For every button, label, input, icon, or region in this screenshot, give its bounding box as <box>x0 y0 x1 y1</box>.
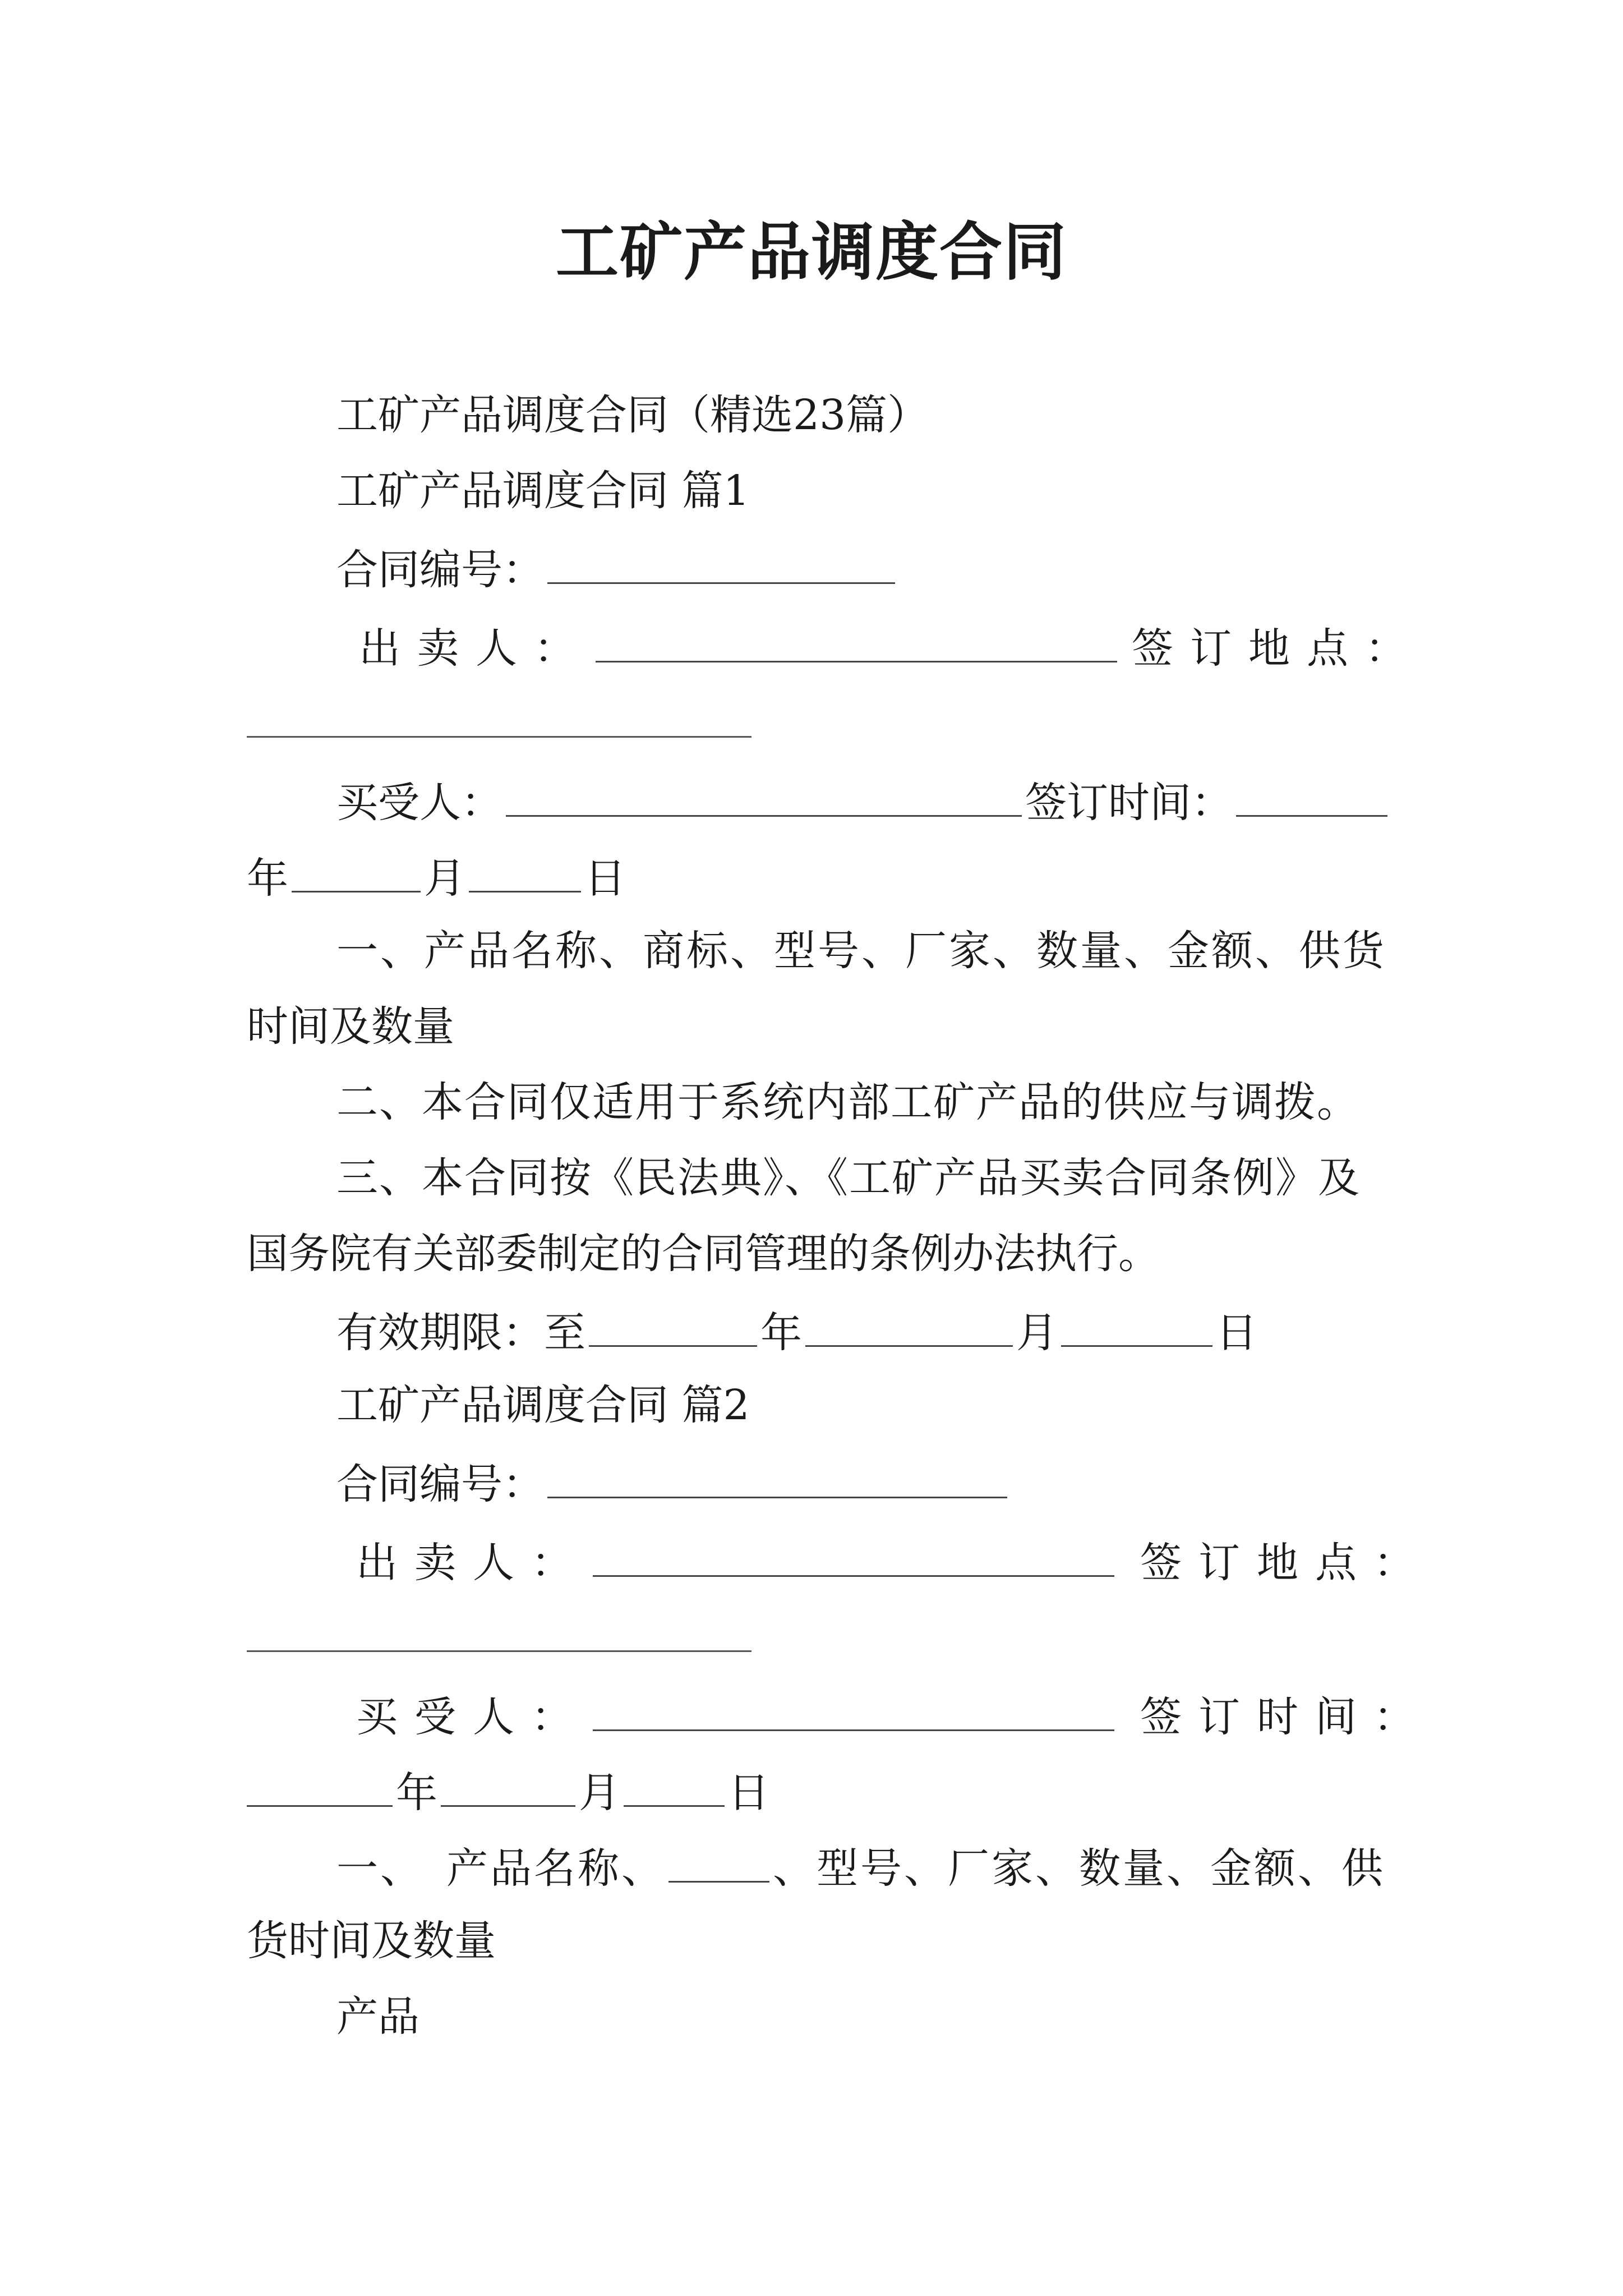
sign-place-label: 签订地点： <box>1140 1539 1432 1587</box>
article-1-date-line <box>247 847 626 903</box>
contract-number-label: 合同编号： <box>336 546 544 594</box>
clause-number: 一、 <box>336 1844 424 1893</box>
article-2-heading: 工矿产品调度合同 篇2 <box>336 1381 750 1429</box>
contract-number-label: 合同编号： <box>336 1460 544 1508</box>
validity-day-label: 日 <box>1216 1309 1257 1357</box>
validity-month-label: 月 <box>1016 1309 1058 1357</box>
article-2-contract-number <box>336 1453 1011 1509</box>
product-label: 产品 <box>336 1993 419 2041</box>
buyer-label: 买受人： <box>336 779 502 827</box>
year-label: 年 <box>396 1769 437 1817</box>
article-2-clause-1-line-1 <box>336 1837 1385 1893</box>
clause-text-a: 产品名称、 <box>446 1844 665 1893</box>
contract-number-blank[interactable] <box>547 1453 1007 1498</box>
document-subtitle: 工矿产品调度合同（精选23篇） <box>336 391 929 439</box>
validity-year-label: 年 <box>760 1309 802 1357</box>
validity-line <box>336 1301 1257 1358</box>
sign-place-blank[interactable] <box>247 1650 751 1652</box>
article-1-contract-number <box>336 539 898 595</box>
day-label: 日 <box>728 1769 769 1817</box>
sign-place-label: 签订地点： <box>1132 624 1423 673</box>
validity-year-blank[interactable] <box>589 1301 757 1347</box>
clause-3-line-1: 三、本合同按《民法典》、《工矿产品买卖合同条例》及 <box>336 1154 1361 1202</box>
buyer-blank[interactable] <box>506 771 1022 817</box>
month-label: 月 <box>579 1769 620 1817</box>
validity-day-blank[interactable] <box>1061 1301 1212 1347</box>
month-label: 月 <box>424 854 465 903</box>
article-1-heading: 工矿产品调度合同 篇1 <box>336 467 750 515</box>
buyer-label: 买受人： <box>356 1693 589 1741</box>
day-blank[interactable] <box>624 1761 725 1807</box>
validity-month-blank[interactable] <box>805 1301 1013 1347</box>
month-blank[interactable] <box>292 847 421 892</box>
clause-1-line-1: 一、产品名称、商标、型号、厂家、数量、金额、供货 <box>336 927 1386 975</box>
article-1-buyer-line <box>336 771 1391 827</box>
clause-1-line-2: 时间及数量 <box>247 1002 454 1051</box>
day-blank[interactable] <box>469 847 581 892</box>
seller-label: 出卖人： <box>359 624 592 673</box>
buyer-blank[interactable] <box>593 1686 1114 1731</box>
sign-time-label: 签订时间： <box>1140 1693 1432 1741</box>
seller-blank[interactable] <box>596 617 1117 662</box>
contract-number-blank[interactable] <box>547 539 895 584</box>
clause-3-line-2: 国务院有关部委制定的合同管理的条例办法执行。 <box>247 1230 1160 1278</box>
year-label: 年 <box>247 854 288 903</box>
validity-label: 有效期限：至 <box>336 1309 585 1357</box>
sign-time-year-blank[interactable] <box>1236 771 1387 817</box>
clause-2: 二、本合同仅适用于系统内部工矿产品的供应与调拨。 <box>336 1078 1359 1126</box>
article-2-seller-line <box>356 1531 1432 1588</box>
sign-place-blank[interactable] <box>247 736 751 738</box>
year-blank[interactable] <box>247 1761 393 1807</box>
seller-label: 出卖人： <box>356 1539 589 1587</box>
article-2-date-line <box>247 1761 769 1818</box>
month-blank[interactable] <box>441 1761 575 1807</box>
article-2-buyer-line <box>356 1686 1432 1742</box>
article-2-clause-1-line-2: 货时间及数量 <box>247 1917 496 1965</box>
seller-blank[interactable] <box>593 1531 1114 1577</box>
trademark-blank[interactable] <box>668 1837 769 1883</box>
clause-text-b: 、型号、厂家、数量、金额、供 <box>773 1844 1385 1893</box>
sign-time-label: 签订时间： <box>1025 779 1233 827</box>
article-1-seller-line <box>359 617 1423 673</box>
day-label: 日 <box>584 854 626 903</box>
document-title: 工矿产品调度合同 <box>556 215 1067 289</box>
